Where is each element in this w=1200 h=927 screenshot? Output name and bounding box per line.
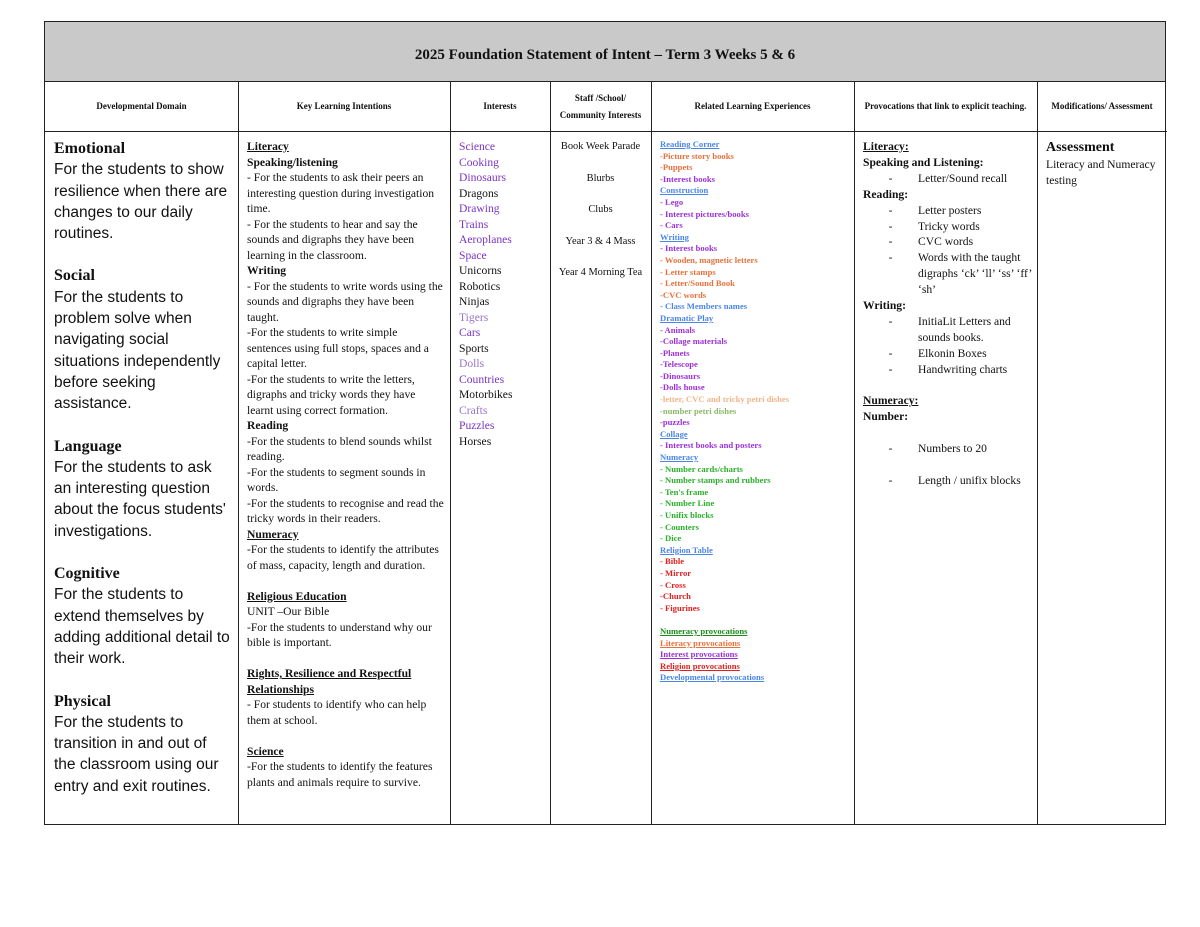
spacer	[247, 573, 444, 589]
key-learning-intentions-cell	[238, 132, 450, 824]
interest-item: Dinosaurs	[459, 171, 507, 184]
experience-item: -Dinosaurs	[660, 370, 701, 381]
statement-of-intent-table	[44, 21, 1166, 825]
experience-item: - Bible	[660, 556, 685, 567]
experience-item: - Number cards/charts	[660, 463, 743, 474]
staff-interest-item: Clubs	[588, 204, 613, 215]
experience-item: - Cross	[660, 579, 686, 590]
provocation-item	[863, 171, 1033, 187]
domain-heading: Social	[54, 267, 95, 285]
spacer	[54, 542, 232, 563]
interest-item: Horses	[459, 434, 492, 448]
experience-heading: Religion Table	[660, 544, 713, 555]
domain-description: For the students to transition in and out of the classroom using our entry and exit routines.	[54, 713, 219, 795]
experience-item: - Mirror	[660, 567, 692, 578]
experience-item: -Planets	[660, 347, 690, 358]
interest-item: Cars	[459, 326, 481, 339]
experience-item: - Interest books	[660, 243, 718, 254]
header-related-experiences: Related Learning Experiences	[651, 82, 854, 132]
developmental-domain-cell	[45, 132, 238, 824]
provocation-heading: Numeracy:	[863, 394, 919, 408]
provocation-text: Handwriting charts	[918, 362, 1008, 376]
intention-text: - For the students to write words using the sounds and digraphs they have been taught.	[247, 279, 443, 324]
spacer	[247, 651, 444, 667]
bullet-dash: -	[888, 314, 893, 328]
experience-item: - Figurines	[660, 602, 700, 613]
experience-item: - Animals	[660, 324, 696, 335]
intention-heading: Reading	[247, 419, 289, 432]
intention-heading: Speaking/listening	[247, 155, 338, 169]
provocation-text: Letter/Sound recall	[918, 171, 1008, 185]
interest-item: Countries	[459, 372, 505, 386]
provocation-heading: Literacy:	[863, 140, 909, 153]
interest-item: Robotics	[459, 279, 501, 293]
spacer	[863, 457, 1033, 473]
bullet-dash: -	[888, 171, 893, 185]
intention-heading: Science	[247, 744, 284, 758]
spacer	[54, 244, 232, 265]
staff-interest-item: Year 4 Morning Tea	[558, 267, 643, 278]
interest-item: Dolls	[459, 357, 485, 370]
interest-item: Ninjas	[459, 295, 490, 308]
provocation-text: Length / unifix blocks	[918, 473, 1021, 487]
spacer	[554, 186, 647, 202]
document-title: 2025 Foundation Statement of Intent – Term 3 Weeks 5 & 6	[45, 22, 1165, 82]
interest-item: Drawing	[459, 202, 500, 215]
experience-heading: Literacy provocations	[660, 637, 741, 648]
provocation-item	[863, 250, 1033, 298]
experience-heading: Interest provocations	[660, 649, 738, 660]
bullet-dash: -	[888, 251, 893, 265]
experience-item: -Picture story books	[660, 150, 734, 161]
experience-item: -Dolls house	[660, 382, 705, 393]
experience-item: - Counters	[660, 521, 699, 532]
spacer	[863, 425, 1033, 441]
intention-text: -For the students to identify the features plants and animals require to survive.	[247, 760, 433, 789]
domain-heading: Language	[54, 437, 122, 455]
provocation-text: InitiaLit Letters and sounds books.	[918, 314, 1011, 344]
experience-item: -Interest books	[660, 173, 715, 184]
experience-item: -puzzles	[660, 417, 690, 428]
provocation-text: Numbers to 20	[918, 442, 987, 456]
intention-text: -For the students to blend sounds whilst reading.	[247, 434, 432, 463]
experience-item: -Telescope	[660, 359, 698, 370]
experience-item: - Number Line	[660, 498, 715, 509]
intention-heading: Religious Education	[247, 589, 347, 603]
bullet-dash: -	[888, 219, 893, 233]
spacer	[660, 614, 850, 626]
provocation-heading: Reading:	[863, 187, 909, 201]
assessment-cell	[1037, 132, 1167, 824]
spacer	[554, 249, 647, 265]
intention-text: - For students to identify who can help them at school.	[247, 698, 427, 727]
intention-text: -For the students to understand why our bible is important.	[247, 620, 432, 649]
experience-heading: Developmental provocations	[660, 672, 765, 683]
header-staff-interests: Staff /School/ Community Interests	[550, 82, 651, 132]
experience-item: - Letter stamps	[660, 266, 716, 277]
bullet-dash: -	[888, 203, 893, 217]
experience-item: - Cars	[660, 220, 683, 231]
experience-item: - Unifix blocks	[660, 510, 714, 520]
provocation-item	[863, 473, 1033, 489]
experience-heading: Numeracy provocations	[660, 625, 748, 636]
provocation-heading: Writing:	[863, 299, 906, 313]
domain-heading: Emotional	[54, 140, 126, 157]
interest-item: Dragons	[459, 186, 499, 200]
domain-heading: Physical	[54, 692, 111, 710]
intention-text: - For the students to hear and say the sounds and digraphs they have been learning in the classroom.	[247, 217, 418, 262]
intention-text: -For the students to write simple sentences using full stops, spaces and a capital letter.	[247, 326, 429, 370]
experience-heading: Writing	[660, 231, 689, 242]
experience-item: - Interest books and posters	[660, 440, 762, 451]
assessment-text: Literacy and Numeracy testing	[1046, 158, 1156, 187]
interest-item: Tigers	[459, 310, 489, 324]
interest-item: Unicorns	[459, 264, 502, 277]
provocation-heading: Speaking and Listening:	[863, 155, 984, 169]
experience-heading: Reading Corner	[660, 139, 720, 149]
provocation-text: Tricky words	[918, 219, 980, 233]
experience-item: - Letter/Sound Book	[660, 278, 735, 289]
interest-item: Science	[459, 140, 496, 153]
provocation-item	[863, 362, 1033, 378]
bullet-dash: -	[888, 442, 893, 456]
staff-interests-cell	[550, 132, 651, 824]
interest-item: Crafts	[459, 403, 488, 417]
header-interests: Interests	[450, 82, 550, 132]
experience-heading: Dramatic Play	[660, 312, 714, 323]
header-developmental-domain: Developmental Domain	[45, 82, 238, 132]
bullet-dash: -	[888, 362, 893, 376]
experience-heading: Numeracy	[660, 452, 699, 463]
provocation-item	[863, 234, 1033, 250]
experience-heading: Collage	[660, 428, 688, 439]
interest-item: Cooking	[459, 155, 499, 169]
spacer	[863, 378, 1033, 394]
interest-item: Sports	[459, 341, 489, 355]
experience-item: - Dice	[660, 533, 682, 544]
experience-heading: Religion provocations	[660, 660, 740, 671]
experience-item: -letter, CVC and tricky petri dishes	[660, 394, 790, 405]
provocation-text: Elkonin Boxes	[918, 346, 987, 360]
header-provocations: Provocations that link to explicit teaching.	[854, 82, 1037, 132]
provocation-text: Letter posters	[918, 203, 982, 217]
experience-heading: Construction	[660, 185, 709, 196]
experience-item: - Class Members names	[660, 301, 748, 312]
domain-description: For the students to extend themselves by adding additional detail to their work.	[54, 586, 230, 668]
provocation-item	[863, 219, 1033, 235]
domain-heading: Cognitive	[54, 565, 120, 583]
spacer	[554, 155, 647, 171]
experience-item: -Collage materials	[660, 336, 728, 347]
header-key-learning-intentions: Key Learning Intentions	[238, 82, 450, 132]
bullet-dash: -	[888, 346, 893, 360]
experience-item: -CVC words	[660, 289, 707, 300]
spacer	[247, 728, 444, 744]
staff-interest-item: Book Week Parade	[560, 141, 641, 152]
provocation-heading: Number:	[863, 410, 909, 424]
interest-item: Puzzles	[459, 419, 495, 432]
experience-item: - Lego	[660, 196, 684, 207]
domain-description: For the students to ask an interesting question about the focus students' investigations.	[54, 458, 226, 540]
bullet-dash: -	[888, 473, 893, 487]
assessment-heading: Assessment	[1046, 140, 1115, 155]
experience-item: - Ten's frame	[660, 486, 709, 497]
experience-item: - Number stamps and rubbers	[660, 475, 771, 486]
intention-text: -For the students to write the letters, digraphs and tricky words they have learnt using correct formation.	[247, 372, 416, 417]
provocation-text: Words with the taught digraphs ‘ck’ ‘ll’ ‘ss’ ‘ff’ ‘sh’	[918, 251, 1032, 297]
interest-item: Aeroplanes	[459, 233, 512, 246]
interest-item: Trains	[459, 217, 489, 231]
intention-text: -For the students to segment sounds in words.	[247, 465, 426, 494]
experience-item: -number petri dishes	[660, 405, 737, 416]
staff-interest-item: Year 3 & 4 Mass	[565, 235, 636, 247]
intention-text: -For the students to recognise and read the tricky words in their readers.	[247, 496, 444, 525]
provocation-text: CVC words	[918, 235, 974, 249]
intention-heading: Writing	[247, 264, 287, 277]
spacer	[554, 218, 647, 234]
provocation-item	[863, 441, 1033, 457]
intention-text: - For the students to ask their peers an interesting question during investigation time.	[247, 171, 435, 215]
provocation-item	[863, 203, 1033, 219]
header-modifications-assessment: Modifications/ Assessment	[1037, 82, 1167, 132]
domain-description: For the students to problem solve when navigating social situations independently before seeking assistance.	[54, 288, 221, 413]
experience-item: -Church	[660, 591, 691, 602]
intention-heading: Rights, Resilience and Respectful Relationships	[247, 667, 412, 696]
interest-item: Motorbikes	[459, 388, 513, 401]
experience-item: - Interest pictures/books	[660, 208, 749, 219]
staff-interest-item: Blurbs	[586, 172, 615, 184]
spacer	[54, 670, 232, 691]
experience-item: - Wooden, magnetic letters	[660, 254, 758, 265]
bullet-dash: -	[888, 235, 893, 249]
intention-text: -For the students to identify the attributes of mass, capacity, length and duration.	[247, 543, 439, 572]
provocation-item	[863, 314, 1033, 346]
interest-item: Space	[459, 248, 487, 262]
provocation-item	[863, 346, 1033, 362]
domain-description: For the students to show resilience when there are changes to our daily routines.	[54, 161, 228, 243]
intention-heading: Numeracy	[247, 527, 299, 541]
interests-cell	[450, 132, 550, 824]
related-experiences-cell	[651, 132, 854, 824]
provocations-cell	[854, 132, 1037, 824]
experience-item: -Puppets	[660, 162, 693, 173]
spacer	[54, 415, 232, 436]
intention-heading: Literacy	[247, 140, 289, 153]
intention-text: UNIT –Our Bible	[247, 605, 330, 618]
